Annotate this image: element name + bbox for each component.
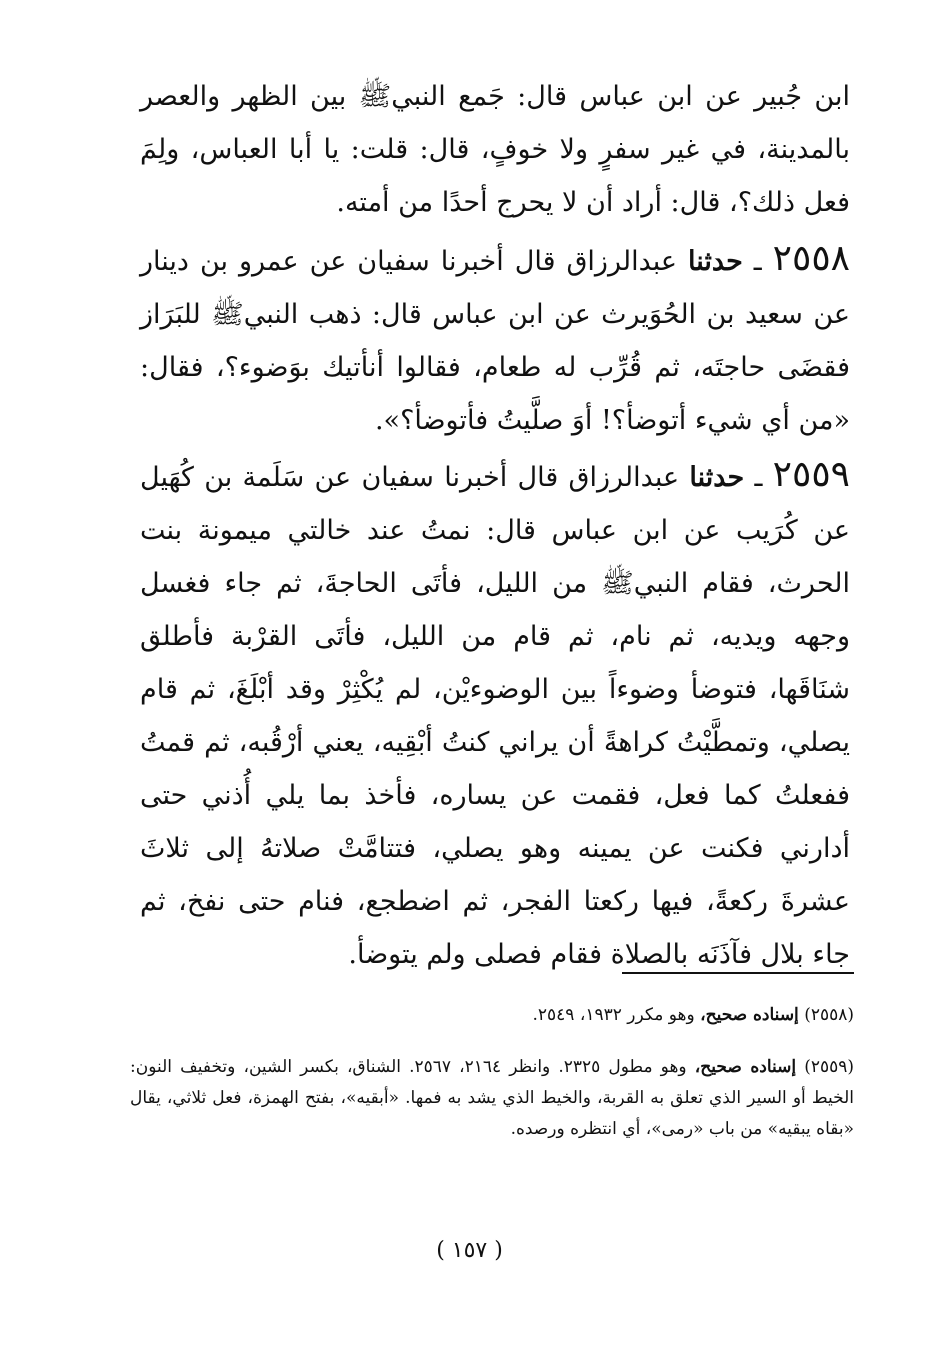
hadith-number: ٢٥٥٩ bbox=[772, 454, 850, 495]
hadith-number: ٢٥٥٨ bbox=[772, 238, 851, 279]
footnote-text bbox=[130, 1052, 854, 1145]
hadith-paragraph: ٢٥٥٨ ـ حدثنا عبدالرزاق قال أخبرنا سفيان عن عمرو بن دينار عن سعيد بن الحُوَيرث عن ابن عباس قال: ذهب النبيﷺ للبَرَاز فقضَى حاجتَه، ثم قُرِّب له طعام، فقالوا أنأتيك بوَضوء؟، فقال: «من أي شيء أتوضأ؟! أوَ صلَّيتُ فأتوضأ؟». bbox=[140, 238, 851, 436]
hadith-2559 bbox=[140, 448, 850, 981]
footnote-ref: (٢٥٥٨) bbox=[804, 1005, 854, 1025]
footnote-2558 bbox=[130, 1000, 854, 1031]
page-number: ( ١٥٧ ) bbox=[436, 1238, 503, 1263]
footnote-separator bbox=[622, 972, 854, 974]
paragraph-text: ابن جُبير عن ابن عباس قال: جَمع النبيﷺ بين الظهر والعصر بالمدينة، في غير سفرٍ ولا خوفٍ، قال: قلت: يا أبا العباس، ولِمَ فعل ذلك؟، قال: أراد أن لا يحرج أحدًا من أمته. bbox=[140, 81, 850, 218]
footnote-text bbox=[130, 1000, 854, 1031]
hadith-heading: حدثنا bbox=[688, 246, 743, 277]
footnote-2559 bbox=[130, 1052, 854, 1145]
hadith-text: عبدالرزاق قال أخبرنا سفيان عن عمرو بن دينار عن سعيد بن الحُوَيرث عن ابن عباس قال: ذهب النبيﷺ للبَرَاز فقضَى حاجتَه، ثم قُرِّب له طعام، فقالوا أنأتيك بوَضوء؟، فقال: «من أي شيء أتوضأ؟! أوَ صلَّيتُ فأتوضأ؟». bbox=[140, 246, 850, 436]
hadith-heading: حدثنا bbox=[689, 462, 745, 493]
hadith-text: عبدالرزاق قال أخبرنا سفيان عن سَلَمة بن كُهَيل عن كُرَيب عن ابن عباس قال: نمتُ عند خالتي ميمونة بنت الحرث، فقام النبيﷺ من الليل، فأتَى الحاجةَ، ثم جاء فغسل وجهه ويديه، ثم نام، ثم قام من الليل، فأتَى القرْبة فأطلق شنَاقَها، فتوضأ وضوءاً بين الوضوءيْن، لم يُكْثِرْ وقد أبْلَغَ، ثم قام يصلي، وتمطَّيْتُ كراهةً أن يراني كنتُ أبْقِيه، يعني أرْقُبه، ثم قمتُ ففعلتُ كما فعل، فقمت عن يساره، فأخذ بما يلي أُذني حتى أدارني فكنت عن يمينه وهو يصلي، فتتامَّتْ صلاتهُ إلى ثلاثَ عشرةَ ركعةً، فيها ركعتا الفجر، ثم اضطجع، فنام حتى نفخ، ثم جاء بلال فآذَنَه بالصلاة فقام فصلى ولم يتوضأ. bbox=[140, 462, 850, 970]
hadith-continuation bbox=[140, 70, 850, 229]
footnote-bold: إسناده صحيح، bbox=[694, 1057, 797, 1077]
footnote-bold: إسناده صحيح، bbox=[700, 1005, 799, 1025]
footnote-ref: (٢٥٥٩) bbox=[804, 1057, 855, 1077]
footnote-body: وهو مطول ٢٣٢٥. وانظر ٢١٦٤، ٢٥٦٧. الشناق، بكسر الشين، وتخفيف النون: الخيط أو السير الذي تعلق به القربة، والخيط الذي يشد به فمها. «أبقيه»، بفتح الهمزة، فعل ثلاثي، يقال «بقاه يبقيه» من باب «رمى»، أي انتظره ورصده. bbox=[130, 1057, 854, 1139]
hadith-paragraph: ٢٥٥٩ ـ حدثنا عبدالرزاق قال أخبرنا سفيان عن سَلَمة بن كُهَيل عن كُرَيب عن ابن عباس قال: نمتُ عند خالتي ميمونة بنت الحرث، فقام النبيﷺ من الليل، فأتَى الحاجةَ، ثم جاء فغسل وجهه ويديه، ثم نام، ثم قام من الليل، فأتَى القرْبة فأطلق شنَاقَها، فتوضأ وضوءاً بين الوضوءيْن، لم يُكْثِرْ وقد أبْلَغَ، ثم قام يصلي، وتمطَّيْتُ كراهةً أن يراني كنتُ أبْقِيه، يعني أرْقُبه، ثم قمتُ ففعلتُ كما فعل، فقمت عن يساره، فأخذ بما يلي أُذني حتى أدارني فكنت عن يمينه وهو يصلي، فتتامَّتْ صلاتهُ إلى ثلاثَ عشرةَ ركعةً، فيها ركعتا الفجر، ثم اضطجع، فنام حتى نفخ، ثم جاء بلال فآذَنَه بالصلاة فقام فصلى ولم يتوضأ. bbox=[140, 454, 850, 970]
hadith-2558 bbox=[140, 232, 850, 447]
footnote-body: وهو مكرر ١٩٣٢، ٢٥٤٩. bbox=[532, 1005, 695, 1025]
